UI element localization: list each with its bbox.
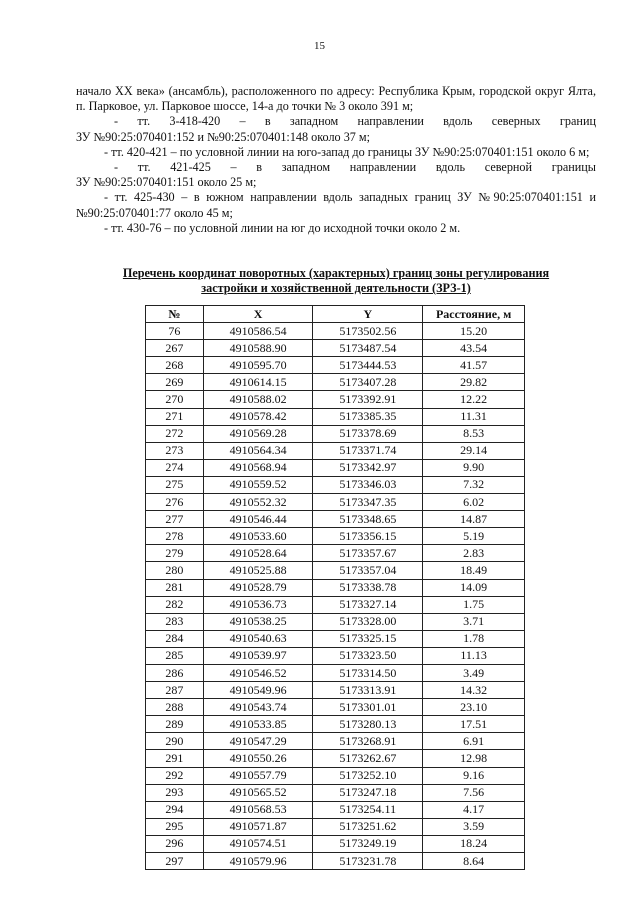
y-coordinate-cell: 5173252.10 (313, 767, 423, 784)
y-coordinate-cell: 5173502.56 (313, 323, 423, 340)
distance-cell: 1.78 (423, 630, 525, 647)
table-row (146, 630, 525, 647)
x-coordinate-cell: 4910574.51 (203, 835, 313, 852)
table-row (146, 784, 525, 801)
point-number-cell: 296 (146, 835, 204, 852)
distance-cell: 18.24 (423, 835, 525, 852)
y-coordinate-cell: 5173328.00 (313, 613, 423, 630)
point-number-cell: 274 (146, 459, 204, 476)
table-row (146, 699, 525, 716)
point-number-cell: 287 (146, 682, 204, 699)
point-number-cell: 282 (146, 596, 204, 613)
point-number-cell: 272 (146, 425, 204, 442)
table-row (146, 459, 525, 476)
y-coordinate-cell: 5173357.04 (313, 562, 423, 579)
distance-cell: 8.64 (423, 853, 525, 870)
table-row (146, 357, 525, 374)
x-coordinate-cell: 4910550.26 (203, 750, 313, 767)
point-number-cell: 293 (146, 784, 204, 801)
point-number-cell: 275 (146, 476, 204, 493)
point-number-cell: 288 (146, 699, 204, 716)
y-coordinate-cell: 5173348.65 (313, 511, 423, 528)
table-row (146, 613, 525, 630)
table-row (146, 853, 525, 870)
x-coordinate-cell: 4910565.52 (203, 784, 313, 801)
distance-cell: 11.31 (423, 408, 525, 425)
body-text (76, 84, 596, 236)
paragraph-2-line-1: - тт. 3-418-420 – в западном направлении вдоль северных границ (114, 114, 596, 129)
table-row (146, 682, 525, 699)
table-row (146, 545, 525, 562)
table-row (146, 408, 525, 425)
table-row (146, 511, 525, 528)
header-y: Y (313, 306, 423, 323)
y-coordinate-cell: 5173407.28 (313, 374, 423, 391)
x-coordinate-cell: 4910528.64 (203, 545, 313, 562)
distance-cell: 29.14 (423, 442, 525, 459)
point-number-cell: 283 (146, 613, 204, 630)
x-coordinate-cell: 4910564.34 (203, 442, 313, 459)
point-number-cell: 278 (146, 528, 204, 545)
distance-cell: 14.87 (423, 511, 525, 528)
y-coordinate-cell: 5173254.11 (313, 801, 423, 818)
header-distance: Расстояние, м (423, 306, 525, 323)
x-coordinate-cell: 4910586.54 (203, 323, 313, 340)
distance-cell: 15.20 (423, 323, 525, 340)
distance-cell: 12.98 (423, 750, 525, 767)
distance-cell: 7.56 (423, 784, 525, 801)
distance-cell: 11.13 (423, 647, 525, 664)
distance-cell: 4.17 (423, 801, 525, 818)
table-row (146, 442, 525, 459)
table-row (146, 374, 525, 391)
x-coordinate-cell: 4910568.94 (203, 459, 313, 476)
header-x: X (203, 306, 313, 323)
y-coordinate-cell: 5173392.91 (313, 391, 423, 408)
page-number: 15 (314, 40, 325, 52)
table-row (146, 476, 525, 493)
y-coordinate-cell: 5173247.18 (313, 784, 423, 801)
paragraph-4-line-1: - тт. 421-425 – в западном направлении вдоль северной границы (114, 160, 596, 175)
table-body (146, 323, 525, 870)
y-coordinate-cell: 5173301.01 (313, 699, 423, 716)
y-coordinate-cell: 5173280.13 (313, 716, 423, 733)
y-coordinate-cell: 5173268.91 (313, 733, 423, 750)
y-coordinate-cell: 5173262.67 (313, 750, 423, 767)
paragraph-2-line-2: ЗУ №90:25:070401:152 и №90:25:070401:148 около 37 м; (76, 129, 371, 144)
point-number-cell: 286 (146, 664, 204, 681)
x-coordinate-cell: 4910569.28 (203, 425, 313, 442)
y-coordinate-cell: 5173357.67 (313, 545, 423, 562)
table-row (146, 528, 525, 545)
header-number: № (146, 306, 204, 323)
y-coordinate-cell: 5173314.50 (313, 664, 423, 681)
table-title-line-1: Перечень координат поворотных (характерных) границ зоны регулирования (122, 266, 550, 280)
table-row (146, 835, 525, 852)
x-coordinate-cell: 4910546.52 (203, 664, 313, 681)
x-coordinate-cell: 4910578.42 (203, 408, 313, 425)
point-number-cell: 291 (146, 750, 204, 767)
point-number-cell: 276 (146, 494, 204, 511)
distance-cell: 29.82 (423, 374, 525, 391)
x-coordinate-cell: 4910533.85 (203, 716, 313, 733)
distance-cell: 3.49 (423, 664, 525, 681)
table-row (146, 340, 525, 357)
table-row (146, 425, 525, 442)
x-coordinate-cell: 4910538.25 (203, 613, 313, 630)
table-row (146, 818, 525, 835)
point-number-cell: 277 (146, 511, 204, 528)
y-coordinate-cell: 5173327.14 (313, 596, 423, 613)
table-row (146, 664, 525, 681)
x-coordinate-cell: 4910552.32 (203, 494, 313, 511)
distance-cell: 9.16 (423, 767, 525, 784)
point-number-cell: 279 (146, 545, 204, 562)
distance-cell: 5.19 (423, 528, 525, 545)
table-row (146, 767, 525, 784)
point-number-cell: 289 (146, 716, 204, 733)
point-number-cell: 295 (146, 818, 204, 835)
x-coordinate-cell: 4910539.97 (203, 647, 313, 664)
x-coordinate-cell: 4910588.02 (203, 391, 313, 408)
y-coordinate-cell: 5173323.50 (313, 647, 423, 664)
table-row (146, 750, 525, 767)
distance-cell: 41.57 (423, 357, 525, 374)
point-number-cell: 273 (146, 442, 204, 459)
table-header-row (146, 306, 525, 323)
table-row (146, 494, 525, 511)
table-row (146, 647, 525, 664)
x-coordinate-cell: 4910525.88 (203, 562, 313, 579)
point-number-cell: 285 (146, 647, 204, 664)
point-number-cell: 271 (146, 408, 204, 425)
table-row (146, 596, 525, 613)
point-number-cell: 269 (146, 374, 204, 391)
x-coordinate-cell: 4910543.74 (203, 699, 313, 716)
point-number-cell: 281 (146, 579, 204, 596)
table-row (146, 562, 525, 579)
distance-cell: 14.09 (423, 579, 525, 596)
table-row (146, 579, 525, 596)
x-coordinate-cell: 4910614.15 (203, 374, 313, 391)
coordinates-table (145, 305, 525, 870)
paragraph-1: начало XX века» (ансамбль), расположенного по адресу: Республика Крым, городской округ Ялта, п. Парковое, ул. Парковое шоссе, 14-а до точки № 3 около 391 м; (76, 84, 596, 114)
distance-cell: 6.02 (423, 494, 525, 511)
paragraph-4-line-2: ЗУ №90:25:070401:151 около 25 м; (76, 175, 257, 190)
x-coordinate-cell: 4910579.96 (203, 853, 313, 870)
y-coordinate-cell: 5173371.74 (313, 442, 423, 459)
paragraph-5: - тт. 425-430 – в южном направлении вдоль западных границ ЗУ №90:25:070401:151 и №90:25:070401:77 около 45 м; (76, 190, 596, 220)
y-coordinate-cell: 5173249.19 (313, 835, 423, 852)
x-coordinate-cell: 4910547.29 (203, 733, 313, 750)
y-coordinate-cell: 5173338.78 (313, 579, 423, 596)
distance-cell: 2.83 (423, 545, 525, 562)
point-number-cell: 76 (146, 323, 204, 340)
y-coordinate-cell: 5173346.03 (313, 476, 423, 493)
x-coordinate-cell: 4910536.73 (203, 596, 313, 613)
y-coordinate-cell: 5173313.91 (313, 682, 423, 699)
distance-cell: 3.59 (423, 818, 525, 835)
table-row (146, 801, 525, 818)
y-coordinate-cell: 5173347.35 (313, 494, 423, 511)
y-coordinate-cell: 5173385.35 (313, 408, 423, 425)
x-coordinate-cell: 4910546.44 (203, 511, 313, 528)
distance-cell: 14.32 (423, 682, 525, 699)
point-number-cell: 270 (146, 391, 204, 408)
point-number-cell: 280 (146, 562, 204, 579)
x-coordinate-cell: 4910559.52 (203, 476, 313, 493)
point-number-cell: 294 (146, 801, 204, 818)
x-coordinate-cell: 4910540.63 (203, 630, 313, 647)
x-coordinate-cell: 4910533.60 (203, 528, 313, 545)
y-coordinate-cell: 5173487.54 (313, 340, 423, 357)
paragraph-3: - тт. 420-421 – по условной линии на юго-запад до границы ЗУ №90:25:070401:151 около 6 м; (104, 144, 590, 159)
table-row (146, 323, 525, 340)
table-row (146, 716, 525, 733)
distance-cell: 43.54 (423, 340, 525, 357)
distance-cell: 1.75 (423, 596, 525, 613)
distance-cell: 6.91 (423, 733, 525, 750)
distance-cell: 17.51 (423, 716, 525, 733)
table-title (76, 266, 596, 296)
point-number-cell: 297 (146, 853, 204, 870)
paragraph-6: - тт. 430-76 – по условной линии на юг до исходной точки около 2 м. (104, 220, 461, 235)
distance-cell: 7.32 (423, 476, 525, 493)
y-coordinate-cell: 5173231.78 (313, 853, 423, 870)
point-number-cell: 284 (146, 630, 204, 647)
y-coordinate-cell: 5173325.15 (313, 630, 423, 647)
x-coordinate-cell: 4910595.70 (203, 357, 313, 374)
y-coordinate-cell: 5173444.53 (313, 357, 423, 374)
y-coordinate-cell: 5173356.15 (313, 528, 423, 545)
x-coordinate-cell: 4910549.96 (203, 682, 313, 699)
table-row (146, 391, 525, 408)
table-row (146, 733, 525, 750)
point-number-cell: 290 (146, 733, 204, 750)
point-number-cell: 292 (146, 767, 204, 784)
distance-cell: 12.22 (423, 391, 525, 408)
point-number-cell: 268 (146, 357, 204, 374)
point-number-cell: 267 (146, 340, 204, 357)
distance-cell: 8.53 (423, 425, 525, 442)
y-coordinate-cell: 5173342.97 (313, 459, 423, 476)
x-coordinate-cell: 4910528.79 (203, 579, 313, 596)
distance-cell: 18.49 (423, 562, 525, 579)
y-coordinate-cell: 5173378.69 (313, 425, 423, 442)
x-coordinate-cell: 4910588.90 (203, 340, 313, 357)
table-title-line-2: застройки и хозяйственной деятельности (ЗРЗ-1) (201, 281, 471, 295)
distance-cell: 9.90 (423, 459, 525, 476)
distance-cell: 23.10 (423, 699, 525, 716)
distance-cell: 3.71 (423, 613, 525, 630)
y-coordinate-cell: 5173251.62 (313, 818, 423, 835)
x-coordinate-cell: 4910568.53 (203, 801, 313, 818)
x-coordinate-cell: 4910571.87 (203, 818, 313, 835)
x-coordinate-cell: 4910557.79 (203, 767, 313, 784)
